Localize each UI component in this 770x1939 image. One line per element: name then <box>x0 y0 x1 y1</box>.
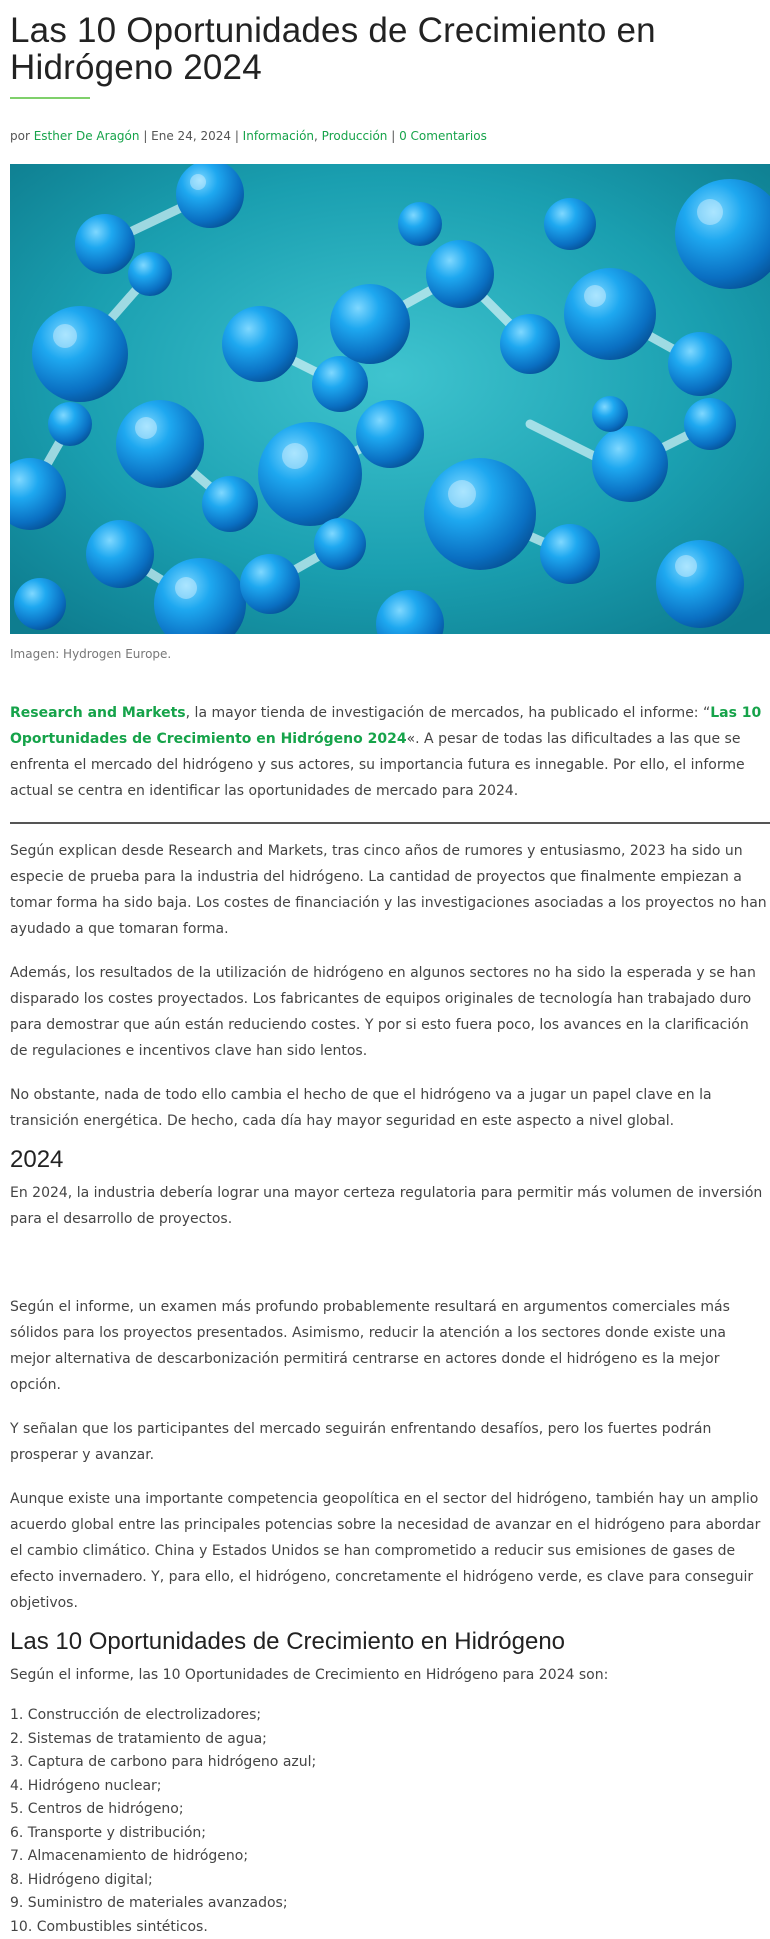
article <box>10 12 770 1939</box>
meta-sep: | <box>387 129 399 143</box>
list-item: 5. Centros de hidrógeno; <box>10 1798 770 1822</box>
heading-opportunities: Las 10 Oportunidades de Crecimiento en Hidrógeno <box>10 1628 770 1656</box>
body-paragraph: Y señalan que los participantes del mercado seguirán enfrentando desafíos, pero los fuertes podrán prosperar y avanzar. <box>10 1416 770 1468</box>
body-paragraph: Aunque existe una importante competencia geopolítica en el sector del hidrógeno, también hay un amplio acuerdo global entre las principales potencias sobre la necesidad de avanzar en el hidrógeno para abordar el cambio climático. China y Estados Unidos se han comprometido a reducir sus emisiones de gases de efecto invernadero. Y, para ello, el hidrógeno, concretamente el hidrógeno verde, es clave para conseguir objetivos. <box>10 1486 770 1616</box>
post-date: Ene 24, 2024 <box>151 129 231 143</box>
list-item: 8. Hidrógeno digital; <box>10 1869 770 1893</box>
list-item: 3. Captura de carbono para hidrógeno azul; <box>10 1751 770 1775</box>
section-divider <box>10 822 770 824</box>
list-item: 1. Construcción de electrolizadores; <box>10 1704 770 1728</box>
meta-by: por <box>10 129 34 143</box>
image-caption: Imagen: Hydrogen Europe. <box>10 647 770 661</box>
body-paragraph: Según explican desde Research and Markets, tras cinco años de rumores y entusiasmo, 2023 ha sido un especie de prueba para la industria del hidrógeno. La cantidad de proyectos que finalmente empiezan a tomar forma ha sido baja. Los costes de financiación y las investigaciones asociadas a los proyectos no han ayudado a que tomaran forma. <box>10 838 770 942</box>
research-and-markets-link[interactable]: Research and Markets <box>10 705 186 721</box>
intro-paragraph: Research and Markets, la mayor tienda de investigación de mercados, ha publicado el informe: “Las 10 Oportunidades de Crecimiento en Hidrógeno 2024«. A pesar de todas las dificultades a las que se enfrenta el mercado del hidrógeno y sus actores, su importancia futura es innegable. Por ello, el informe actual se centra en identificar las oportunidades de mercado para 2024. <box>10 700 770 804</box>
list-item: 4. Hidrógeno nuclear; <box>10 1775 770 1799</box>
list-item: 10. Combustibles sintéticos. <box>10 1916 770 1939</box>
list-item: 9. Suministro de materiales avanzados; <box>10 1892 770 1916</box>
meta-sep: | <box>140 129 152 143</box>
body-paragraph: En 2024, la industria debería lograr una mayor certeza regulatoria para permitir más volumen de inversión para el desarrollo de proyectos. <box>10 1180 770 1232</box>
category-link-informacion[interactable]: Información <box>243 129 314 143</box>
title-underline <box>10 97 90 99</box>
meta-sep: | <box>231 129 243 143</box>
author-link[interactable]: Esther De Aragón <box>34 129 140 143</box>
meta-comma: , <box>314 129 322 143</box>
heading-2024: 2024 <box>10 1146 770 1174</box>
post-meta <box>10 129 770 143</box>
hero-image-molecules <box>10 164 770 634</box>
category-link-produccion[interactable]: Producción <box>322 129 388 143</box>
page-title: Las 10 Oportunidades de Crecimiento en Hidrógeno 2024 <box>10 12 770 86</box>
body-paragraph: Según el informe, un examen más profundo probablemente resultará en argumentos comerciales más sólidos para los proyectos presentados. Asimismo, reducir la atención a los sectores donde existe una mejor alternativa de descarbonización permitirá centrarse en actores donde el hidrógeno es la mejor opción. <box>10 1294 770 1398</box>
body-paragraph: No obstante, nada de todo ello cambia el hecho de que el hidrógeno va a jugar un papel clave en la transición energética. De hecho, cada día hay mayor seguridad en este aspecto a nivel global. <box>10 1082 770 1134</box>
comments-link[interactable]: 0 Comentarios <box>399 129 487 143</box>
list-item: 7. Almacenamiento de hidrógeno; <box>10 1845 770 1869</box>
list-intro: Según el informe, las 10 Oportunidades de Crecimiento en Hidrógeno para 2024 son: <box>10 1662 770 1688</box>
report-link[interactable]: Las 10 Oportunidades de Crecimiento en Hidrógeno 2024 <box>10 705 761 747</box>
body-paragraph: Además, los resultados de la utilización de hidrógeno en algunos sectores no ha sido la esperada y se han disparado los costes proyectados. Los fabricantes de equipos originales de tecnología han trabajado duro para demostrar que aún están reduciendo costes. Y por si esto fuera poco, los avances en la clarificación de regulaciones e incentivos clave han sido lentos. <box>10 960 770 1064</box>
opportunities-list <box>10 1704 770 1939</box>
list-item: 2. Sistemas de tratamiento de agua; <box>10 1728 770 1752</box>
list-item: 6. Transporte y distribución; <box>10 1822 770 1846</box>
